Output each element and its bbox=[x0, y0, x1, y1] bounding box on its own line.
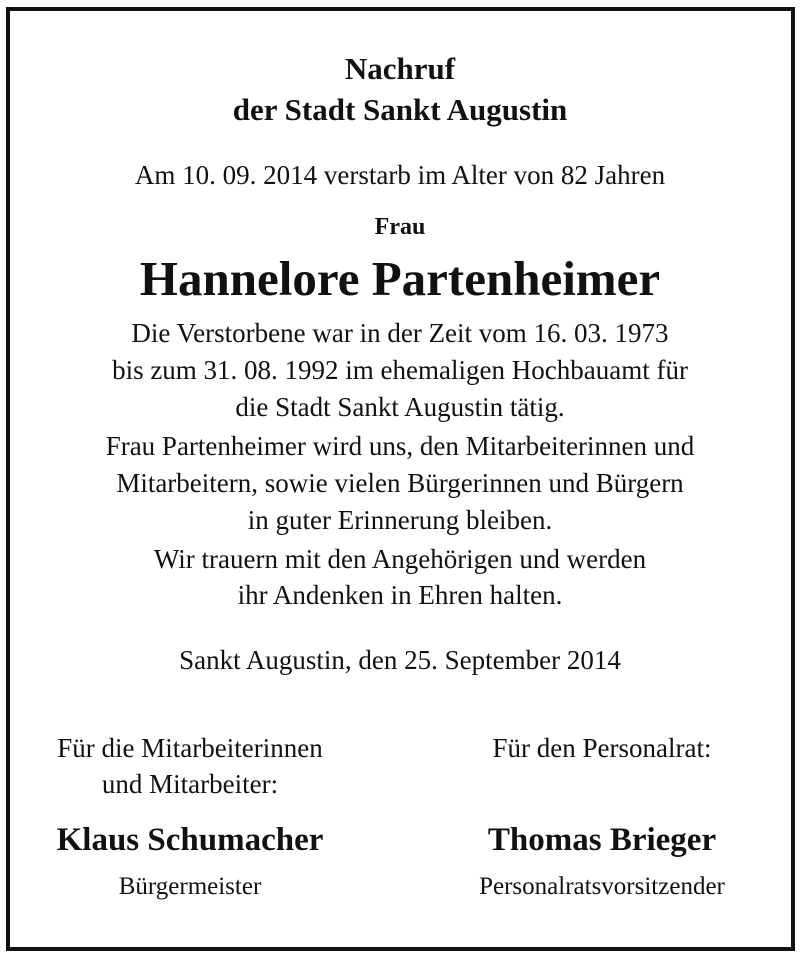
title-line-2: der Stadt Sankt Augustin bbox=[232, 92, 568, 127]
left-signatory-name: Klaus Schumacher bbox=[56, 822, 324, 858]
place-date: Sankt Augustin, den 25. September 2014 bbox=[179, 645, 621, 675]
memory-line-1: Frau Partenheimer wird uns, den Mitarbeiterinnen und bbox=[105, 431, 695, 461]
left-signatory-role: Bürgermeister bbox=[118, 873, 262, 900]
memory-line-3: in guter Erinnerung bleiben. bbox=[247, 505, 553, 535]
left-signatory-label-line-1: Für die Mitarbeiterinnen bbox=[57, 733, 323, 763]
death-announcement: Am 10. 09. 2014 verstarb im Alter von 82 Jahren bbox=[134, 160, 666, 190]
mourning-line-1: Wir trauern mit den Angehörigen und werden bbox=[153, 544, 647, 574]
right-signatory-role: Personalratsvorsitzender bbox=[479, 873, 725, 900]
deceased-salutation: Frau bbox=[374, 214, 426, 240]
deceased-name: Hannelore Partenheimer bbox=[139, 251, 661, 306]
mourning-line-2: ihr Andenken in Ehren halten. bbox=[237, 580, 563, 610]
right-signatory-label-line-1: Für den Personalrat: bbox=[492, 733, 712, 763]
left-signatory-label-line-2: und Mitarbeiter: bbox=[101, 769, 279, 799]
title-line-1: Nachruf bbox=[344, 51, 456, 86]
career-line-3: die Stadt Sankt Augustin tätig. bbox=[235, 392, 565, 422]
right-signatory-name: Thomas Brieger bbox=[487, 822, 717, 858]
memory-line-2: Mitarbeitern, sowie vielen Bürgerinnen und Bürgern bbox=[116, 468, 684, 498]
career-line-2: bis zum 31. 08. 1992 im ehemaligen Hochbauamt für bbox=[112, 355, 688, 385]
career-line-1: Die Verstorbene war in der Zeit vom 16. 03. 1973 bbox=[131, 318, 669, 348]
